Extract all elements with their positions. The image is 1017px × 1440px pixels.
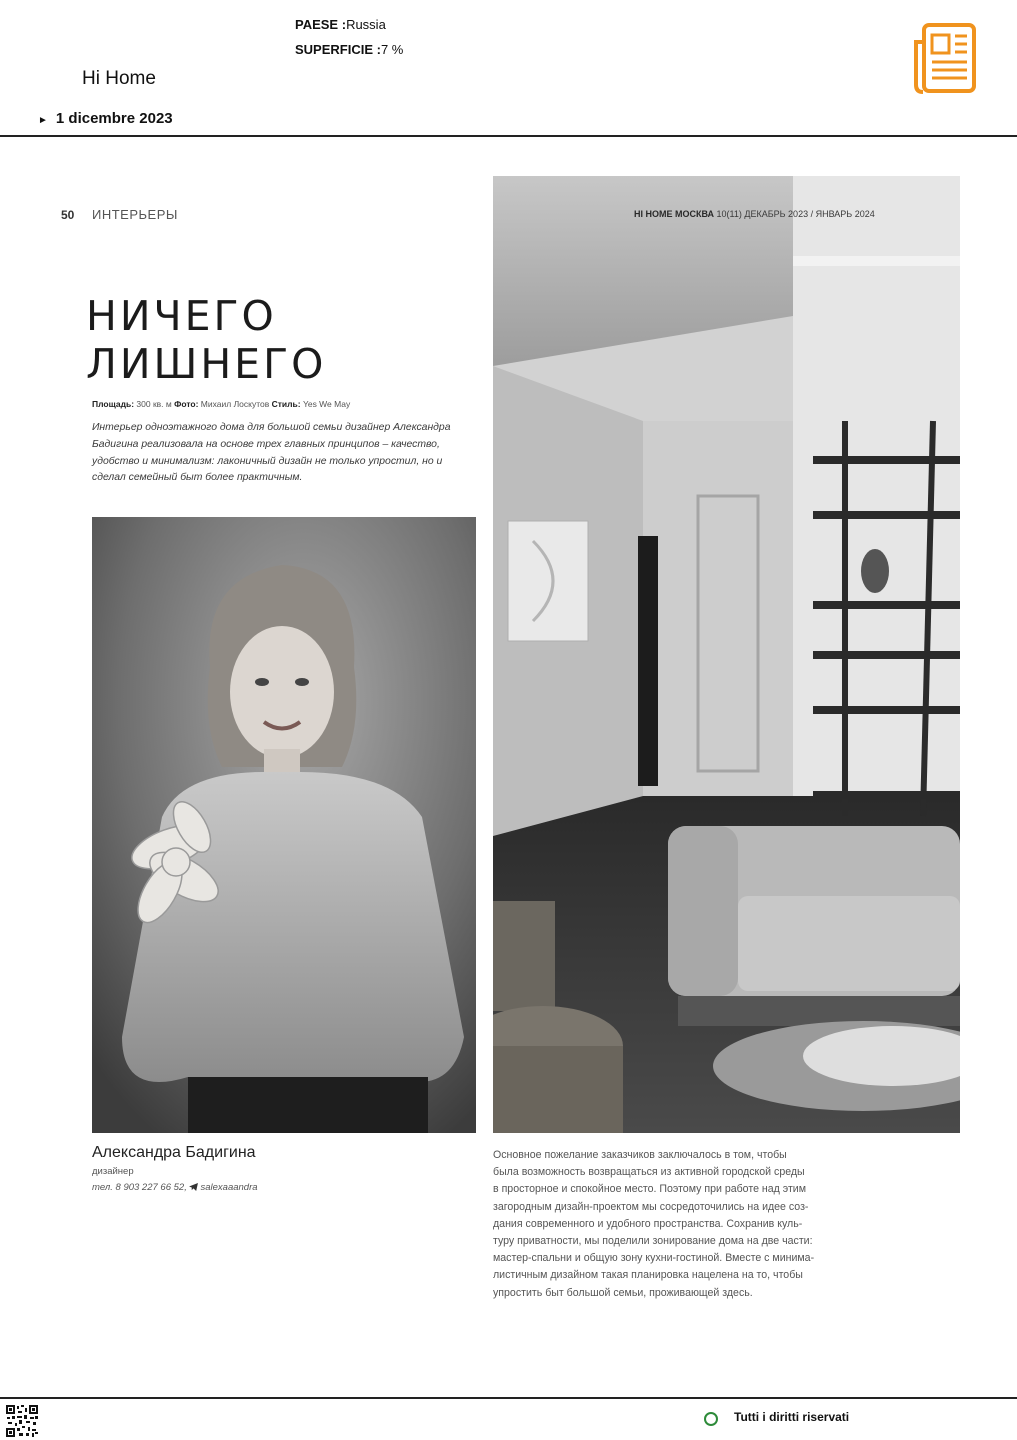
qr-code-icon[interactable]: [6, 1405, 38, 1437]
footer-divider: [0, 1397, 1017, 1399]
title-line-1: НИЧЕГО: [86, 292, 277, 340]
article-lead: Интерьер одноэтажного дома для большой семьи дизайнер Александра Бадигина реализовала на основе трех главных принципов – качество, удобство и минимализм: лаконичный дизайн не только упростил, но и сделал семейный быт более практичным.: [92, 422, 451, 484]
photo-value: Михаил Лоскутов: [198, 399, 272, 409]
article-title: [86, 292, 326, 388]
body-line: была возможность возвращаться из активной городской среды: [493, 1166, 805, 1179]
designer-contact: [92, 1182, 258, 1193]
play-arrow-icon: ►: [38, 115, 48, 126]
body-line: Основное пожелание заказчиков заключалось в том, чтобы: [493, 1149, 787, 1161]
country-label: PAESE :: [295, 17, 347, 32]
title-line-2: ЛИШНЕГО: [86, 340, 327, 388]
rights-notice: Tutti i diritti riservati: [734, 1410, 850, 1424]
interior-photo: [493, 176, 960, 1133]
style-value: Yes We May: [300, 399, 351, 409]
publication-name: Hi Home: [82, 68, 156, 89]
surface-row: [295, 41, 403, 59]
body-line: туру приватности, мы поделили зонирование дома на две части:: [493, 1235, 813, 1248]
designer-name: Александра Бадигина: [92, 1144, 256, 1161]
country-value: Russia: [346, 17, 386, 32]
style-label: Стиль:: [271, 399, 301, 409]
designer-telegram: salexaaandra: [200, 1182, 258, 1193]
article-credits: [92, 399, 350, 409]
body-line: упростить быт большой семьи, проживающей здесь.: [493, 1286, 753, 1299]
newspaper-icon: [910, 22, 982, 98]
header-divider: [0, 135, 1017, 137]
masthead-issue: 10(11) ДЕКАБРЬ 2023 / ЯНВАРЬ 2024: [714, 209, 875, 219]
surface-label: SUPERFICIE :: [295, 42, 381, 57]
article-body: [493, 1147, 961, 1302]
designer-role: дизайнер: [92, 1166, 134, 1177]
date-text: 1 dicembre 2023: [55, 110, 173, 127]
status-dot-icon: [704, 1412, 718, 1426]
area-label: Площадь:: [92, 399, 135, 409]
body-line: загородным дизайн-проектом мы сосредоточились на идее соз-: [493, 1200, 809, 1213]
magazine-masthead: [634, 209, 875, 219]
surface-value: 7 %: [380, 42, 404, 57]
designer-phone: тел. 8 903 227 66 52,: [92, 1182, 190, 1193]
page-number: 50: [61, 208, 75, 222]
body-line: мастер-спальни и общую зону кухни-гостиной. Вместе с минима-: [493, 1252, 815, 1265]
section-title: ИНТЕРЬЕРЫ: [92, 207, 178, 222]
body-line: в просторное и спокойное место. Поэтому при работе над этим: [493, 1183, 806, 1196]
photo-label: Фото:: [174, 399, 199, 409]
masthead-brand: HI HOME МОСКВА: [634, 209, 715, 219]
body-line: дания современного и удобного пространства. Сохранив куль-: [493, 1217, 803, 1230]
area-value: 300 кв. м: [134, 399, 175, 409]
country-row: [295, 16, 386, 34]
telegram-icon: [189, 1183, 198, 1191]
publication-date: [38, 110, 173, 127]
body-line: листичным дизайном такая планировка нацелена на то, чтобы: [493, 1269, 803, 1282]
designer-portrait-photo: [92, 517, 476, 1133]
